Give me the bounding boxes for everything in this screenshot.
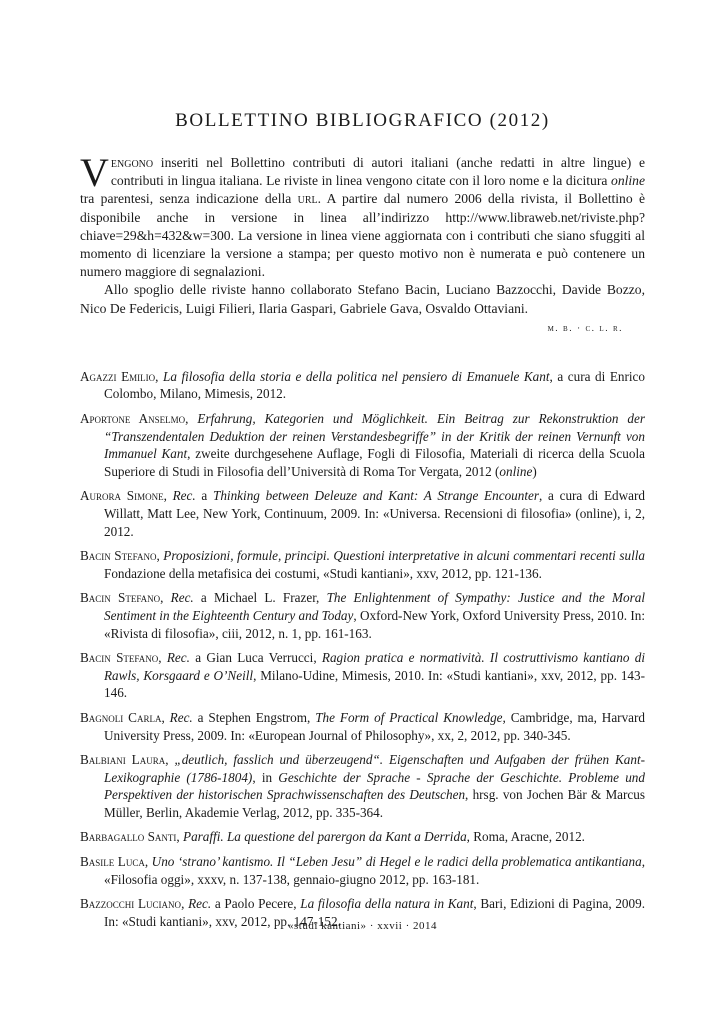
entry-text: , Oxford-New York, Oxford University Press, 2010. In: «Rivista di filosofia», ciii, 2012, n. 1, pp. 161-163. xyxy=(104,607,645,641)
bibliography-entry xyxy=(80,589,645,642)
entry-title: The Enlightenment of Sympathy: Justice and the Moral Sentiment in the Eighteenth Century and Today xyxy=(104,590,646,623)
entry-text: , xyxy=(156,548,164,564)
entry-text: a Michael L. Frazer, xyxy=(193,590,327,606)
bibliography-entry xyxy=(80,828,645,846)
bibliography-entry xyxy=(80,853,645,888)
drop-cap: V xyxy=(80,150,109,195)
intro-lead-word: engono xyxy=(110,155,154,170)
entry-title: Rec. xyxy=(170,590,194,606)
bibliography-entry xyxy=(80,410,645,480)
intro-url-word: url xyxy=(297,191,318,207)
entry-author: Bacin Stefano xyxy=(80,548,157,564)
entry-author: Aportone Anselmo xyxy=(80,411,186,427)
entry-author: Bazzocchi Luciano xyxy=(80,896,182,912)
entry-text: , xyxy=(165,752,175,768)
entry-text: Cambridge, ma, Harvard University Press, 2009. In: «European Journal of Philosophy», xx, 2, 2012, pp. 340-345. xyxy=(104,709,645,743)
entry-title: Ragion pratica e normatività. Il costruttivismo kantiano di Rawls, Korsgaard e O’Neill xyxy=(104,650,645,683)
entry-text: , xyxy=(181,896,189,912)
entry-title: Rec. xyxy=(172,488,196,504)
entry-author: Balbiani Laura xyxy=(80,752,166,768)
entry-title: La filosofia della storia e della politica nel pensiero di Emanuele Kant xyxy=(162,368,550,384)
intro-paragraph-2: Allo spoglio delle riviste hanno collaborato Stefano Bacin, Luciano Bazzocchi, Davide Bozzo, Nico De Federicis, Luigi Filieri, Ilaria Gaspari, Gabriele Gava, Osvaldo Ottaviani. xyxy=(80,282,645,316)
entry-text: , hrsg. von Jochen Bär & Marcus Müller, Berlin, Akademie Verlag, 2012, pp. 335-364. xyxy=(104,787,645,820)
bibliography-entry xyxy=(80,709,645,744)
bibliography-entry xyxy=(80,649,645,702)
bibliography-entry xyxy=(80,487,645,540)
intro-paragraph-1 xyxy=(80,150,645,281)
entry-title: „deutlich, fasslich und überzeugend“. Eigenschaften und Aufgaben der frühen Kant-Lexikographie (1786-1804) xyxy=(104,752,646,785)
entry-title: online xyxy=(499,463,533,479)
entry-text: a Stephen Engstrom, xyxy=(192,709,316,725)
entry-title: La filosofia della natura in Kant xyxy=(300,896,474,912)
intro-text-c: . A partire dal numero 2006 della rivista, il Bollettino è disponibile anche in versione in linea all’indirizzo http://www.libraweb.net/riviste.php?chiave=29&h=432&w=300. La versione in linea viene aggiornata con i contributi che siano sfuggiti al momento di licenziare la versione a stampa; per questo motivo non è numerata e può contenere un numero maggiore di segnalazioni. xyxy=(80,191,645,280)
page-content xyxy=(80,110,645,937)
editor-signature: m. b. · c. l. r. xyxy=(547,323,623,334)
entry-text: , Milano-Udine, Mimesis, 2010. In: «Studi kantiani», xxv, 2012, pp. 143-146. xyxy=(104,667,645,701)
intro-text-b: tra parentesi, senza indicazione della xyxy=(80,191,298,207)
entry-author: Bacin Stefano xyxy=(80,590,161,606)
entry-text: , xyxy=(163,488,173,504)
entry-title: Thinking between Deleuze and Kant: A Strange Encounter xyxy=(213,488,539,504)
entry-text: , xyxy=(185,411,198,427)
entry-text: , Roma, Aracne, 2012. xyxy=(466,829,585,845)
bibliography-entry xyxy=(80,368,645,403)
entry-text: , xyxy=(158,650,167,666)
entry-title: Proposizioni, formule, principi. Questioni interpretative in alcuni commentari recenti sulla xyxy=(163,548,645,564)
entry-text: , in xyxy=(252,769,279,785)
intro-section xyxy=(80,150,645,334)
entry-text: ) xyxy=(532,463,537,479)
entry-text: , «Filosofia oggi», xxxv, n. 137-138, gennaio-giugno 2012, pp. 163-181. xyxy=(104,854,646,887)
entry-author: Barbagallo Santi xyxy=(80,829,177,845)
entry-text: , a cura di Enrico Colombo, Milano, Mimesis, 2012. xyxy=(104,368,646,402)
intro-online-word: online xyxy=(611,173,645,189)
entry-author: Basile Luca xyxy=(80,854,145,870)
entry-author: Aurora Simone xyxy=(80,488,164,504)
entry-text: , zweite durchgesehene Auflage, Fogli di Filosofia, Materiali di ricerca della Scuola Superiore di Studi in Filosofia dell’Università di Roma Tor Vergata, 2012 ( xyxy=(104,446,645,479)
entry-text: a Gian Luca Verrucci, xyxy=(189,650,322,666)
entry-author: Agazzi Emilio xyxy=(80,368,156,384)
entry-title: Uno ‘strano’ kantismo. Il “Leben Jesu” di Hegel e le radici della problematica antikantiana xyxy=(151,854,642,870)
entry-author: Bagnoli Carla xyxy=(80,709,162,725)
entry-text: , xyxy=(155,368,163,384)
entry-text: , a cura di Edward Willatt, Matt Lee, New York, Continuum, 2009. In: «Universa. Recensioni di filosofia» (online), i, 2, 2012. xyxy=(104,488,646,539)
entry-text: , xyxy=(176,829,184,845)
entry-text: , xyxy=(144,854,152,870)
entry-text: a xyxy=(195,488,213,504)
page-title: BOLLETTINO BIBLIOGRAFICO (2012) xyxy=(175,110,550,131)
entry-text: , xyxy=(160,590,171,606)
entry-text: , xyxy=(161,709,170,725)
entry-text: Fondazione della metafisica dei costumi, «Studi kantiani», xxv, 2012, pp. 121-136. xyxy=(104,565,542,581)
entry-title: Rec. xyxy=(188,896,212,912)
entry-title: Geschichte der Sprache - Sprache der Geschichte. Probleme und Perspektiven der historischen Sprachwissenschaften des Deutschen xyxy=(104,769,645,803)
bibliography-entry xyxy=(80,547,645,582)
page-footer: «studi kantiani» · xxvii · 2014 xyxy=(287,920,437,932)
entry-title: The Form of Practical Knowledge, xyxy=(315,709,506,725)
entry-text: , Bari, Edizioni di Pagina, 2009. In: «Studi kantiani», xxv, 2012, pp. 147-152. xyxy=(104,896,645,929)
entry-text: a Paolo Pecere, xyxy=(211,896,301,912)
entry-title: Rec. xyxy=(169,709,193,725)
entry-title: Rec. xyxy=(166,650,190,666)
entry-title: Erfahrung, Kategorien und Möglichkeit. Ein Beitrag zur Rekonstruktion der “Transzendentalen Deduktion der reinen Verstandesbegriffe” in der Kritik der reinen Vernunft von Immanuel Kant xyxy=(104,411,646,462)
bibliography-entry xyxy=(80,751,645,821)
bibliography-list xyxy=(80,368,645,931)
entry-title: Paraffi. La questione del parergon da Kant a Derrida xyxy=(183,829,467,845)
intro-text-a: inseriti nel Bollettino contributi di autori italiani (anche redatti in altre lingue) e contributi in lingua italiana. Le riviste in linea vengono citate con il loro nome e la dicitura xyxy=(110,155,645,189)
entry-author: Bacin Stefano xyxy=(80,650,159,666)
